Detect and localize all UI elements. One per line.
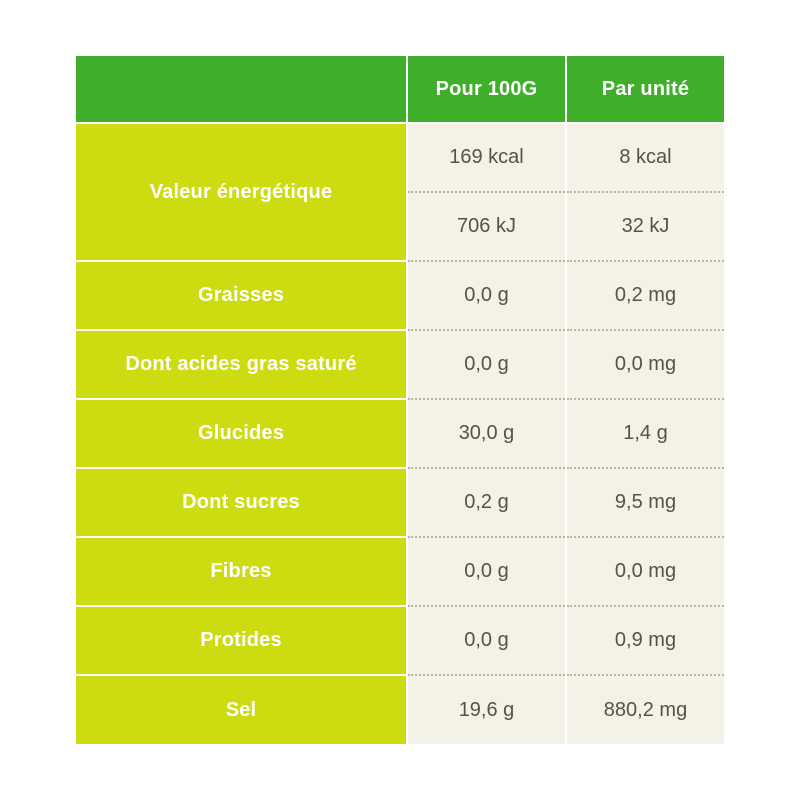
row-label-protides: Protides	[76, 606, 407, 675]
table-row	[76, 675, 724, 744]
header-empty-cell	[76, 56, 407, 123]
table-row	[76, 399, 724, 468]
table-row	[76, 261, 724, 330]
value-per-unit: 8 kcal	[566, 123, 724, 192]
row-label-fibres: Fibres	[76, 537, 407, 606]
row-label-dont-sucres: Dont sucres	[76, 468, 407, 537]
value-per-unit: 0,0 mg	[566, 330, 724, 399]
value-per-100g: 706 kJ	[407, 192, 566, 261]
value-per-100g: 30,0 g	[407, 399, 566, 468]
value-per-unit: 1,4 g	[566, 399, 724, 468]
row-label-sel: Sel	[76, 675, 407, 744]
row-label-acides-gras-satures: Dont acides gras saturé	[76, 330, 407, 399]
header-per-unit: Par unité	[566, 56, 724, 123]
value-per-100g: 0,0 g	[407, 537, 566, 606]
value-per-unit: 880,2 mg	[566, 675, 724, 744]
table-row	[76, 123, 724, 192]
value-per-100g: 0,0 g	[407, 261, 566, 330]
value-per-100g: 169 kcal	[407, 123, 566, 192]
value-per-100g: 0,0 g	[407, 606, 566, 675]
row-label-valeur-energetique: Valeur énergétique	[76, 123, 407, 261]
value-per-100g: 0,0 g	[407, 330, 566, 399]
value-per-unit: 0,0 mg	[566, 537, 724, 606]
value-per-100g: 0,2 g	[407, 468, 566, 537]
table-row	[76, 606, 724, 675]
table-row	[76, 468, 724, 537]
table-row	[76, 330, 724, 399]
value-per-unit: 32 kJ	[566, 192, 724, 261]
row-label-glucides: Glucides	[76, 399, 407, 468]
nutrition-facts-table	[76, 56, 724, 744]
row-label-graisses: Graisses	[76, 261, 407, 330]
header-per-100g: Pour 100G	[407, 56, 566, 123]
table-row	[76, 537, 724, 606]
table-header-row	[76, 56, 724, 123]
value-per-unit: 9,5 mg	[566, 468, 724, 537]
value-per-unit: 0,2 mg	[566, 261, 724, 330]
value-per-unit: 0,9 mg	[566, 606, 724, 675]
value-per-100g: 19,6 g	[407, 675, 566, 744]
